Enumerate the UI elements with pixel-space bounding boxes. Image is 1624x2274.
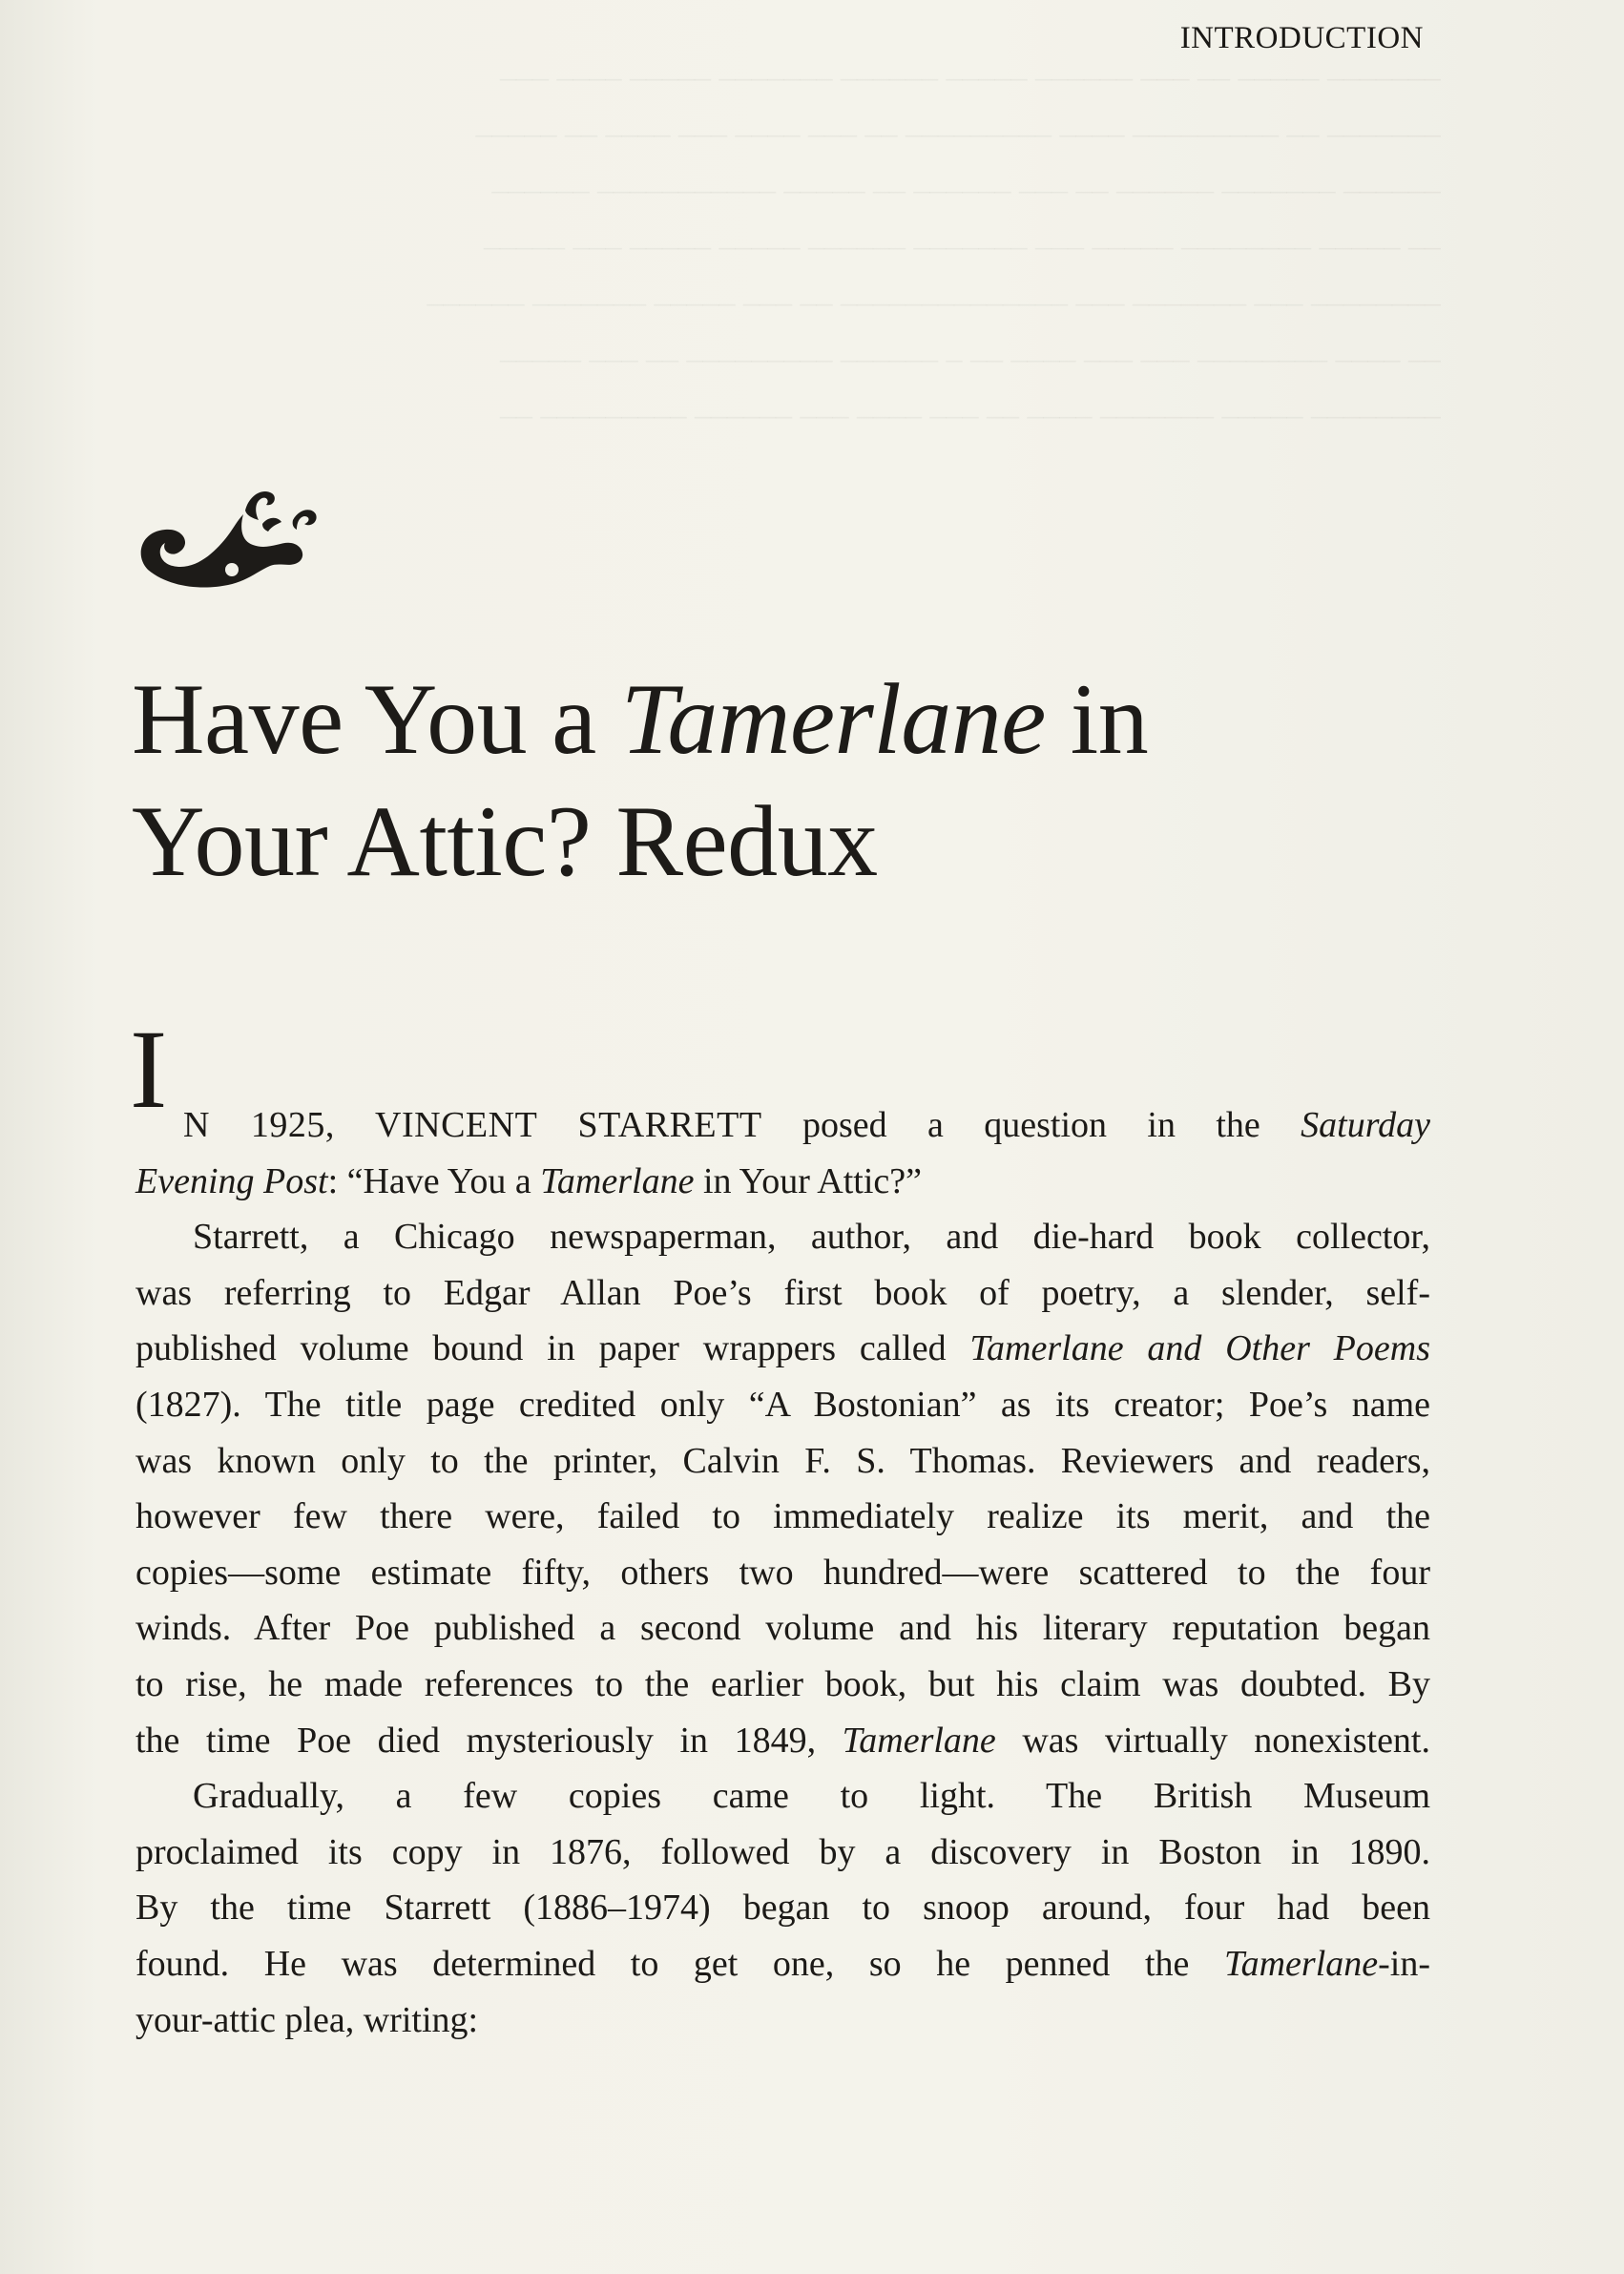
paragraph-3: [135, 1768, 1430, 2048]
paragraph-2-line-10: the time Poe died mysteriously in 1849, Tamerlane was virtually nonexistent.: [135, 1720, 1430, 1761]
paragraph-2-line-3: published volume bound in paper wrappers called Tamerlane and Other Poems: [135, 1328, 1430, 1369]
paragraph-1-line-2: Evening Post: “Have You a Tamerlane in Your Attic?”: [135, 1160, 922, 1201]
paragraph-2-line-5: was known only to the printer, Calvin F. S. Thomas. Reviewers and readers,: [135, 1440, 1430, 1481]
paragraph-2-line-7: copies—some estimate fifty, others two hundred—were scattered to the four: [135, 1552, 1430, 1593]
show-through-text: _______ _____ __ ___ ______ _____ ______ _______ _____ ____ ___ _______ __ _________ ____ _________ __ ___ ____ ___ ____ __ _____ ______ _______ ______ __ ___ ______ __ _____ ___________ ______ __ _____ ________ _____ ___ _______ ______ _____ _____ ___ _____ ________ ___ _______ ___ ______________ __ ___ _____ _______ ______ __ ____ ________ ___ ___ ____ __ _ ______ _________ __ ___ _____ ________ _____ _______ ____ __ ___ ____ ___ ______ _________ __: [427, 49, 1441, 422]
chapter-title-line-2: Your Attic? Redux: [132, 785, 878, 897]
drop-cap: I: [130, 1007, 168, 1132]
paragraph-3-line-3: By the time Starrett (1886–1974) began to snoop around, four had been: [135, 1888, 1430, 1929]
paragraph-2-line-2: was referring to Edgar Allan Poe’s first book of poetry, a slender, self-: [135, 1272, 1430, 1313]
paragraph-2: [135, 1209, 1430, 1768]
paragraph-3-line-4: found. He was determined to get one, so he penned the Tamerlane-in-: [135, 1943, 1430, 1984]
paragraph-3-line-5: your-attic plea, writing:: [135, 1999, 479, 2040]
paragraph-3-line-2: proclaimed its copy in 1876, followed by a discovery in Boston in 1890.: [135, 1831, 1430, 1872]
paragraph-2-line-1: Starrett, a Chicago newspaperman, author, and die-hard book collector,: [193, 1217, 1430, 1258]
paragraph-2-line-9: to rise, he made references to the earlier book, but his claim was doubted. By: [135, 1663, 1430, 1704]
body-text: [130, 1007, 1430, 2048]
paragraph-1: [130, 1007, 1430, 1209]
chapter-title: [132, 658, 1468, 903]
paragraph-2-line-4: (1827). The title page credited only “A Bostonian” as its creator; Poe’s name: [135, 1384, 1430, 1425]
paragraph-2-line-6: however few there were, failed to immediately realize its merit, and the: [135, 1496, 1430, 1537]
running-head: INTRODUCTION: [1179, 21, 1424, 55]
fleuron-icon: [129, 482, 320, 606]
paragraph-1-line-1: N 1925, VINCENT STARRETT posed a question in the Saturday: [183, 1105, 1430, 1145]
chapter-title-line-1: Have You a Tamerlane in: [132, 663, 1149, 775]
paragraph-3-line-1: Gradually, a few copies came to light. The British Museum: [193, 1776, 1430, 1817]
paragraph-2-line-8: winds. After Poe published a second volume and his literary reputation began: [135, 1608, 1430, 1649]
